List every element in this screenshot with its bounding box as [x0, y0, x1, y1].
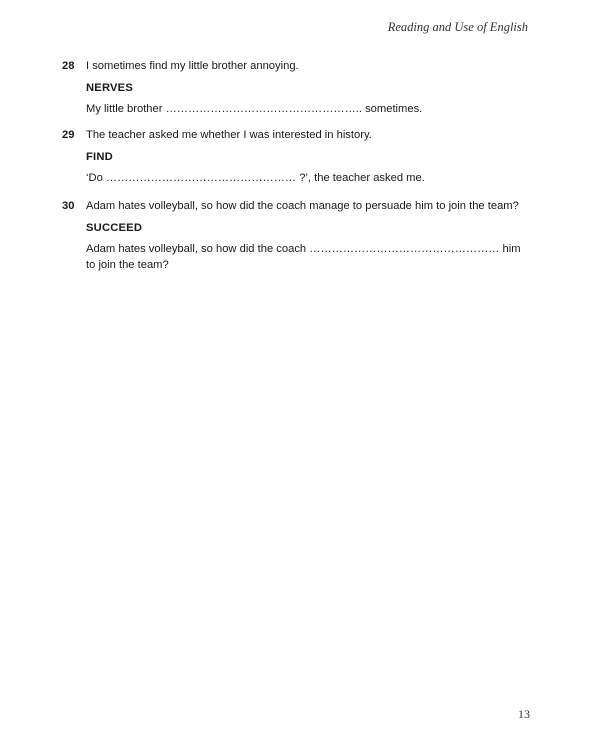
question-keyword: FIND [86, 150, 113, 163]
question-28 [62, 58, 532, 117]
question-keyword: SUCCEED [86, 221, 143, 234]
question-number: 29 [62, 129, 75, 141]
question-29 [62, 127, 532, 186]
question-number: 30 [62, 200, 75, 212]
question-answer-line: Adam hates volleyball, so how did the coach …………………………………………… him to join the team? [86, 242, 521, 272]
question-keyword: NERVES [86, 81, 134, 94]
page-number: 13 [518, 707, 530, 721]
question-sentence: I sometimes find my little brother annoying. [86, 60, 299, 72]
question-answer-line: My little brother …………………………………………….. sometimes. [86, 102, 423, 115]
section-header-title: Reading and Use of English [387, 20, 528, 34]
question-sentence: Adam hates volleyball, so how did the coach manage to persuade him to join the team? [86, 200, 519, 212]
question-answer-line: ‘Do …………………………………………… ?’, the teacher asked me. [86, 171, 425, 184]
question-30 [62, 198, 532, 274]
question-sentence: The teacher asked me whether I was interested in history. [86, 129, 372, 141]
question-number: 28 [62, 60, 75, 72]
